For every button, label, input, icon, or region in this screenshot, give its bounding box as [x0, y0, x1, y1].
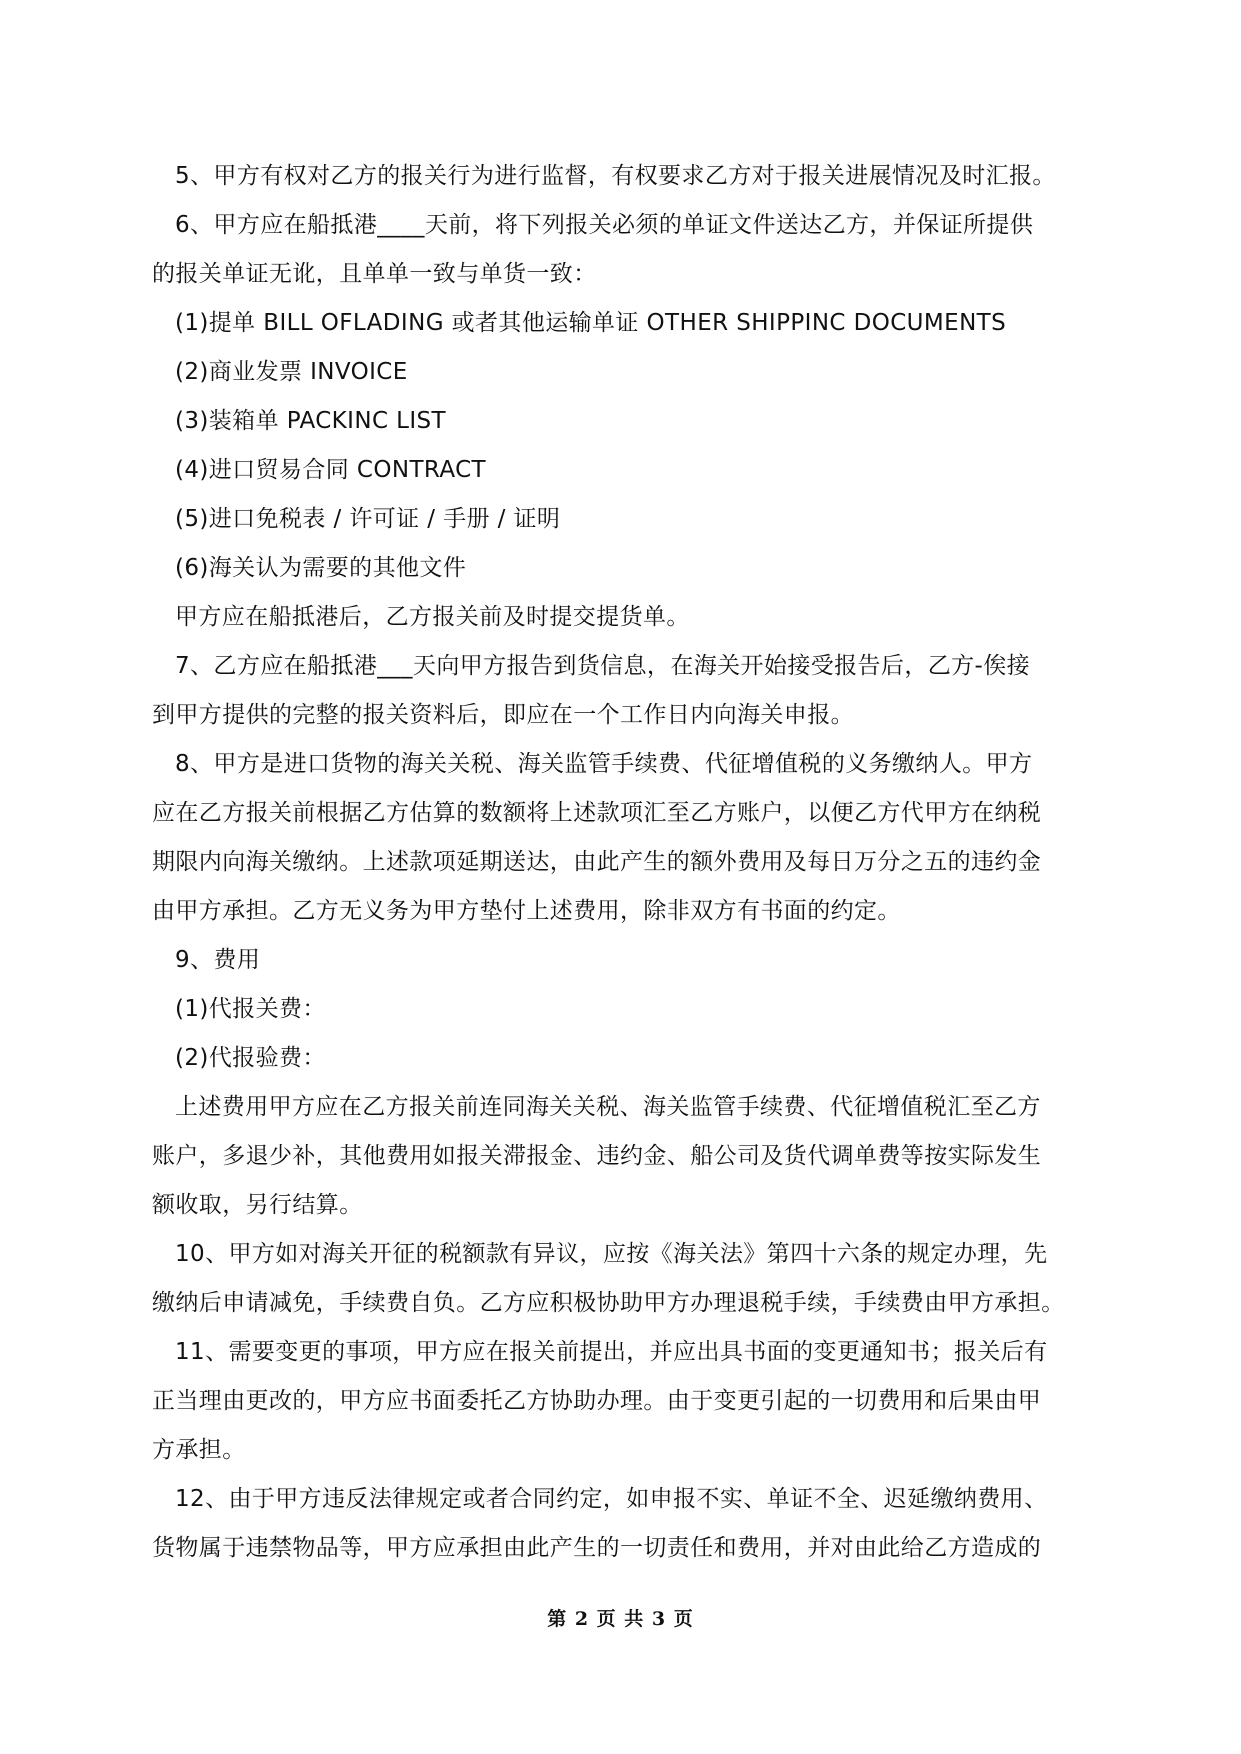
text-line: 甲方应在船抵港后，乙方报关前及时提交提货单。	[175, 604, 690, 630]
text-line: 方承担。	[152, 1437, 246, 1463]
text-line: (6)海关认为需要的其他文件	[175, 555, 467, 581]
text-line: 期限内向海关缴纳。上述款项延期送达，由此产生的额外费用及每日万分之五的违约金	[152, 849, 1042, 875]
text-line: 11、需要变更的事项，甲方应在报关前提出，并应出具书面的变更通知书；报关后有	[175, 1339, 1048, 1365]
text-line: (2)代报验费：	[175, 1045, 326, 1071]
text-line: 额收取，另行结算。	[152, 1192, 363, 1218]
text-line: 12、由于甲方违反法律规定或者合同约定，如申报不实、单证不全、迟延缴纳费用、	[175, 1486, 1048, 1512]
document-body	[152, 152, 1092, 1573]
text-line: 货物属于违禁物品等，甲方应承担由此产生的一切责任和费用，并对由此给乙方造成的	[152, 1535, 1042, 1561]
text-line: 到甲方提供的完整的报关资料后，即应在一个工作日内向海关申报。	[152, 702, 854, 728]
text-line: (4)进口贸易合同 CONTRACT	[175, 457, 486, 483]
text-line: (1)提单 BILL OFLADING 或者其他运输单证 OTHER SHIPPINC DOCUMENTS	[175, 310, 1007, 336]
text-line: 8、甲方是进口货物的海关关税、海关监管手续费、代征增值税的义务缴纳人。甲方	[175, 751, 1033, 777]
text-line: 6、甲方应在船抵港____天前，将下列报关必须的单证文件送达乙方，并保证所提供	[175, 212, 1034, 238]
page-number-footer: 第 2 页 共 3 页	[547, 1608, 694, 1630]
text-line: 由甲方承担。乙方无义务为甲方垫付上述费用，除非双方有书面的约定。	[152, 898, 901, 924]
text-line: (1)代报关费：	[175, 996, 326, 1022]
text-line: (3)装箱单 PACKINC LIST	[175, 408, 446, 434]
text-line: 正当理由更改的，甲方应书面委托乙方协助办理。由于变更引起的一切费用和后果由甲	[152, 1388, 1042, 1414]
text-line: 账户，多退少补，其他费用如报关滞报金、违约金、船公司及货代调单费等按实际发生	[152, 1143, 1042, 1169]
text-line: (5)进口免税表 / 许可证 / 手册 / 证明	[175, 506, 561, 532]
text-line: 10、甲方如对海关开征的税额款有异议，应按《海关法》第四十六条的规定办理，先	[175, 1241, 1048, 1267]
text-line: 应在乙方报关前根据乙方估算的数额将上述款项汇至乙方账户，以便乙方代甲方在纳税	[152, 800, 1042, 826]
text-line: 7、乙方应在船抵港___天向甲方报告到货信息，在海关开始接受报告后，乙方-俟接	[175, 653, 1031, 679]
text-line: (2)商业发票 INVOICE	[175, 359, 408, 385]
text-line: 的报关单证无讹，且单单一致与单货一致：	[152, 261, 597, 287]
text-line: 9、费用	[175, 947, 261, 973]
text-line: 缴纳后申请减免，手续费自负。乙方应积极协助甲方办理退税手续，手续费由甲方承担。	[152, 1290, 1065, 1316]
text-line: 5、甲方有权对乙方的报关行为进行监督，有权要求乙方对于报关进展情况及时汇报。	[175, 163, 1056, 189]
text-line: 上述费用甲方应在乙方报关前连同海关关税、海关监管手续费、代征增值税汇至乙方	[175, 1094, 1041, 1120]
